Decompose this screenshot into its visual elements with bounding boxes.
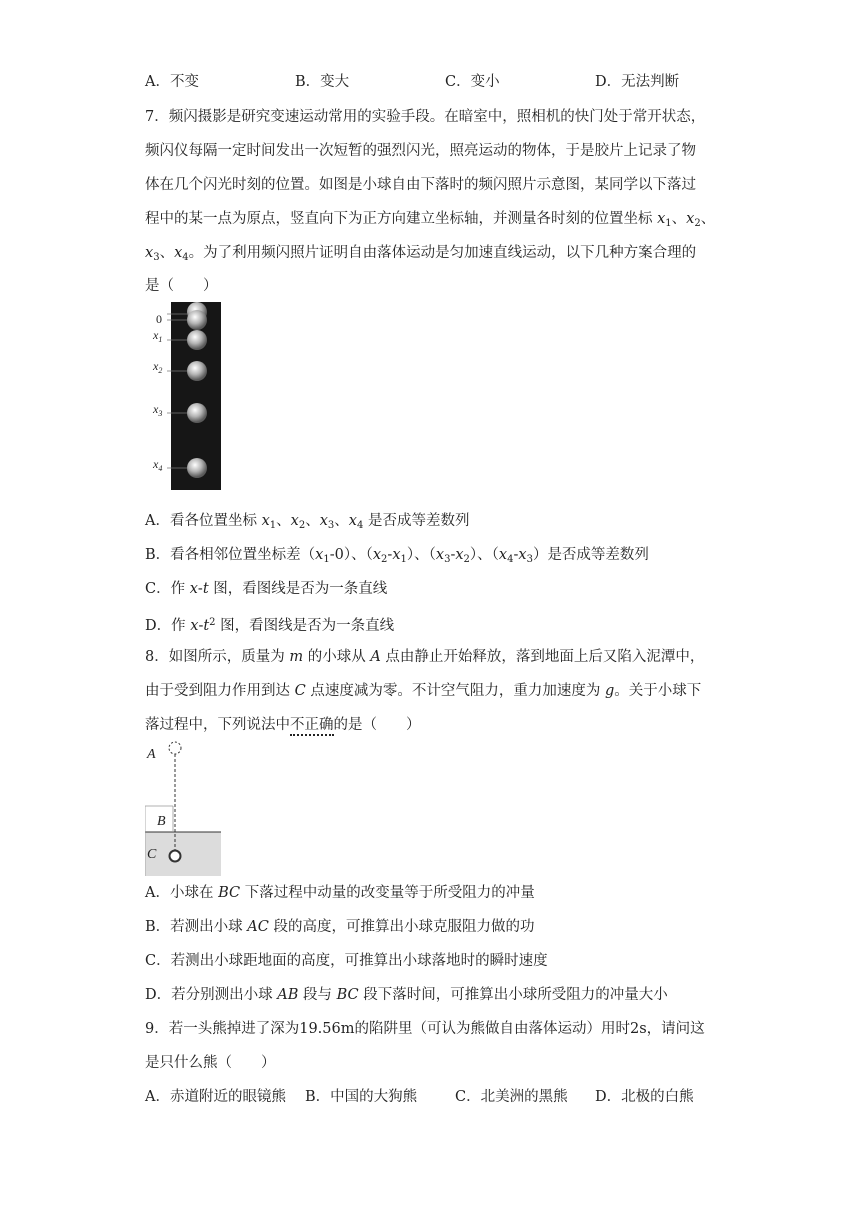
q9-option-d: D．北极的白熊 — [595, 1089, 694, 1105]
q8-line-1: 8．如图所示，质量为 m 的小球从 A 点由静止开始释放，落到地面上后又陷入泥潭中， — [145, 649, 705, 665]
q8-option-a: A．小球在 BC 下落过程中动量的改变量等于所受阻力的冲量 — [145, 885, 535, 901]
ball-3 — [187, 403, 207, 423]
q7-option-a: A．看各位置坐标 $x_1$、$x_2$、$x_3$、$x_4$ 是否成等差数列 — [145, 513, 470, 531]
q7-option-d: D．作 $x-t^2$ 图，看图线是否为一条直线 — [145, 617, 395, 634]
emphasis-dotted: 不正确 — [290, 717, 334, 736]
q8-option-c: C．若测出小球距地面的高度，可推算出小球落地时的瞬时速度 — [145, 953, 548, 969]
q8-option-b: B．若测出小球 AC 段的高度，可推算出小球克服阻力做的功 — [145, 919, 535, 935]
ball-1 — [187, 330, 207, 350]
fall-into-mud-figure — [145, 738, 225, 878]
q7-line-6: 是（ ） — [145, 278, 218, 294]
label-x4: $x_4$ — [153, 457, 163, 473]
q7-line-2: 频闪仪每隔一定时间发出一次短暂的强烈闪光，照亮运动的物体，于是胶片上记录了物 — [145, 143, 696, 159]
q7-line-1: 7．频闪摄影是研究变速运动常用的实验手段。在暗室中，照相机的快门处于常开状态， — [145, 109, 706, 125]
strobe-photo-figure — [145, 302, 225, 490]
ball-0 — [187, 310, 207, 330]
q8-line-2: 由于受到阻力作用到达 C 点速度减为零。不计空气阻力，重力加速度为 g。关于小球下 — [145, 683, 702, 699]
q8-line-3: 落过程中，下列说法中不正确的是（ ） — [145, 715, 421, 735]
q6-option-d: D．无法判断 — [595, 74, 680, 90]
q7-line-5: $x_3$、$x_4$。为了利用频闪照片证明自由落体运动是匀加速直线运动，以下几种方案合理的 — [145, 245, 697, 263]
label-c: C — [147, 847, 157, 862]
label-b: B — [157, 814, 166, 829]
q9-line-1: 9．若一头熊掉进了深为19.56m的陷阱里（可认为熊做自由落体运动）用时2s，请问这 — [145, 1021, 705, 1037]
q7-option-b: B．看各相邻位置坐标差$(x_1-0)$、$(x_2-x_1)$、$(x_3-x_2)$、$(x_4-x_3)$是否成等差数列 — [145, 547, 649, 565]
q8-option-d: D．若分别测出小球 AB 段与 BC 段下落时间，可推算出小球所受阻力的冲量大小 — [145, 987, 668, 1003]
mud-region — [145, 832, 221, 876]
label-0: 0 — [156, 312, 162, 326]
q7-option-c: C．作 x-t 图，看图线是否为一条直线 — [145, 581, 388, 597]
q6-option-c: C．变小 — [445, 74, 500, 90]
q6-option-b: B．变大 — [295, 74, 350, 90]
label-x1: $x_1$ — [153, 328, 163, 344]
label-x3: $x_3$ — [153, 402, 163, 418]
ball-end — [170, 851, 181, 862]
q9-option-a: A．赤道附近的眼镜熊 — [145, 1089, 286, 1105]
label-x2: $x_2$ — [153, 359, 163, 375]
q7-line-4: 程中的某一点为原点，竖直向下为正方向建立坐标轴，并测量各时刻的位置坐标 $x_1$、$x_2$、 — [145, 211, 716, 229]
q9-option-b: B．中国的大狗熊 — [305, 1089, 418, 1105]
ball-start — [169, 742, 181, 754]
label-a: A — [147, 747, 156, 762]
q9-option-c: C．北美洲的黑熊 — [455, 1089, 568, 1105]
ball-4 — [187, 458, 207, 478]
q7-line-3: 体在几个闪光时刻的位置。如图是小球自由下落时的频闪照片示意图，某同学以下落过 — [145, 177, 696, 193]
ball-2 — [187, 361, 207, 381]
q9-line-2: 是只什么熊（ ） — [145, 1055, 276, 1071]
q6-option-a: A．不变 — [145, 74, 199, 90]
